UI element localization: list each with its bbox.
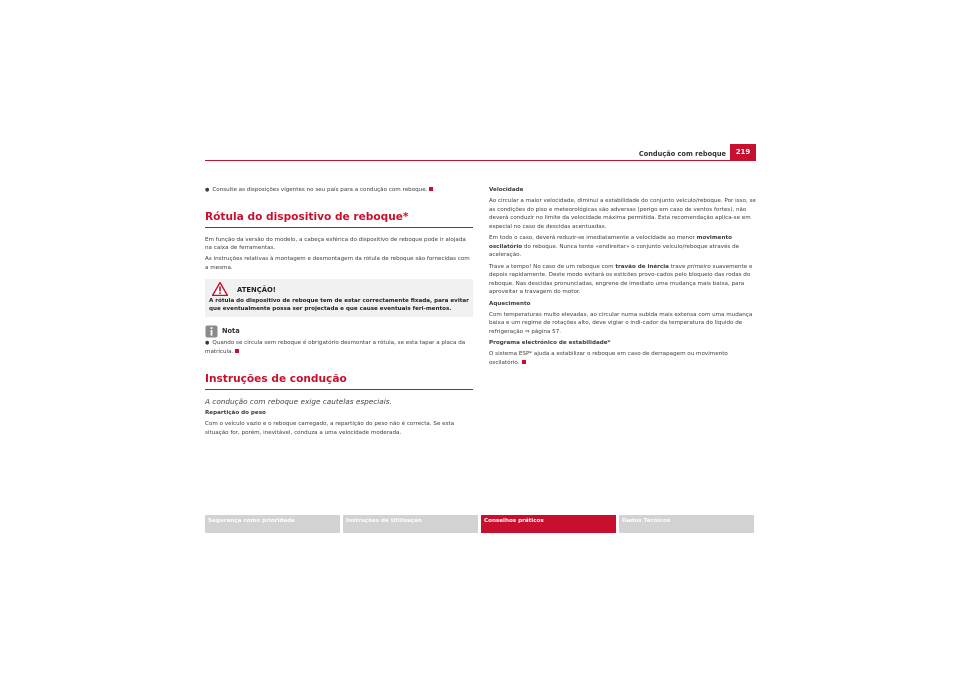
weight-heading: Repartição do peso	[205, 409, 266, 416]
ball-joint-paragraph-1: Em função da versão do modelo, a cabeça esférica do dispositivo de reboque pode ir alojada na caixa de ferramentas.	[205, 236, 466, 252]
note-header	[205, 323, 473, 339]
speed-p2-text-b: do reboque. Nunca tente «endireitar» o conjunto veículo/reboque através de aceleração.	[489, 243, 740, 259]
page-number-badge: 219	[730, 144, 756, 161]
heating-heading: Aquecimento	[489, 300, 531, 307]
heating-paragraph: Com temperaturas muito elevadas, ao circular numa subida mais extensa com uma mudança baixa e um regime de rotações alto, deve vigiar o indi-cador da temperatura do líquido de refrigeração ⇒ página 57.	[489, 311, 753, 335]
footer-tab-operating-instructions[interactable]: Instruções de Utilização	[343, 515, 478, 533]
note-icon	[205, 325, 218, 338]
esp-paragraph	[489, 350, 757, 367]
speed-p3-text-a: Trave a tempo! No caso de um reboque com	[489, 263, 616, 270]
section-heading-ball-joint: Rótula do dispositivo de reboque*	[205, 211, 473, 228]
right-column	[489, 186, 757, 370]
intro-bullet-text: Consulte as disposições vigentes no seu país para a condução com reboque.	[212, 187, 428, 193]
speed-p2-text-a: Em todo o caso, deverá reduzir-se imediatamente a velocidade ao menor	[489, 235, 697, 242]
speed-p3-bold: travão de inércia	[615, 263, 669, 270]
speed-p3-text-b: trave	[668, 263, 688, 270]
warning-triangle-icon	[212, 282, 228, 296]
section-subtitle: A condução com reboque exige cautelas especiais.	[205, 396, 392, 406]
speed-p2-bold: movimento oscilatório	[489, 235, 732, 250]
note-bullet-paragraph	[205, 339, 473, 356]
intro-bullet-paragraph	[205, 186, 473, 195]
speed-paragraph-3	[489, 263, 757, 297]
esp-text: O sistema ESP* ajuda a estabilizar o reboque em caso de derrapagem ou movimento oscilatório.	[489, 351, 728, 366]
warning-box	[205, 279, 473, 318]
footer-tab-safety[interactable]: Segurança como prioridade	[205, 515, 340, 533]
end-of-section-marker	[429, 187, 433, 191]
speed-p3-italic: primeiro	[687, 263, 711, 270]
speed-heading: Velocidade	[489, 187, 524, 193]
esp-heading: Programa electrónico de estabilidade*	[489, 340, 611, 347]
speed-paragraph-2	[489, 234, 757, 260]
end-of-section-marker	[522, 360, 526, 364]
section-heading-driving-instructions: Instruções de condução	[205, 373, 473, 390]
warning-text: A rótula do dispositivo de reboque tem de estar correctamente fixada, para evitar que eventualmente possa ser projectada e que cause eventuais feri-mentos.	[209, 297, 469, 312]
running-header-title: Condução com reboque	[638, 150, 726, 158]
speed-paragraph-1: Ao circular a maior velocidade, diminui a estabilidade do conjunto veículo/reboque. Por isso, se as condições do piso e meteorológicas são adversas (perigo em caso de ventos fortes), não deverá conduzir no limite da velocidade máxima permitida. Esta recomendação aplica-se em especial no caso de descidas acentuadas.	[489, 198, 756, 230]
speed-p3-text-c: suavemente e depois rapidamente. Deste modo evitará os esticões provo-cados pelo bloqueio das rodas do reboque. Nas descidas pronunciadas, engrene de imediato uma mudança mais baixa, para aproveitar a travagem do motor.	[489, 263, 753, 296]
header-rule	[205, 160, 756, 161]
warning-title: ATENÇÃO!	[237, 285, 276, 294]
ball-joint-paragraph-2: As instruções relativas à montagem e desmontagem da rótula de reboque são fornecidas com a mesma.	[205, 256, 470, 271]
footer-tab-practical-tips[interactable]: Conselhos práticos	[481, 515, 616, 533]
left-column	[205, 186, 473, 440]
footer-tab-technical-data[interactable]: Dados Técnicos	[619, 515, 754, 533]
note-bullet-text: Quando se circula sem reboque é obrigatório desmontar a rótula, se esta tapar a placa da matrícula.	[205, 340, 466, 355]
weight-paragraph: Com o veículo vazio e o reboque carregado, a repartição do peso não é correcta. Se esta situação for, porém, inevitável, conduza a uma velocidade moderada.	[205, 420, 455, 436]
note-title: Nota	[222, 327, 240, 336]
end-of-section-marker	[235, 349, 239, 353]
